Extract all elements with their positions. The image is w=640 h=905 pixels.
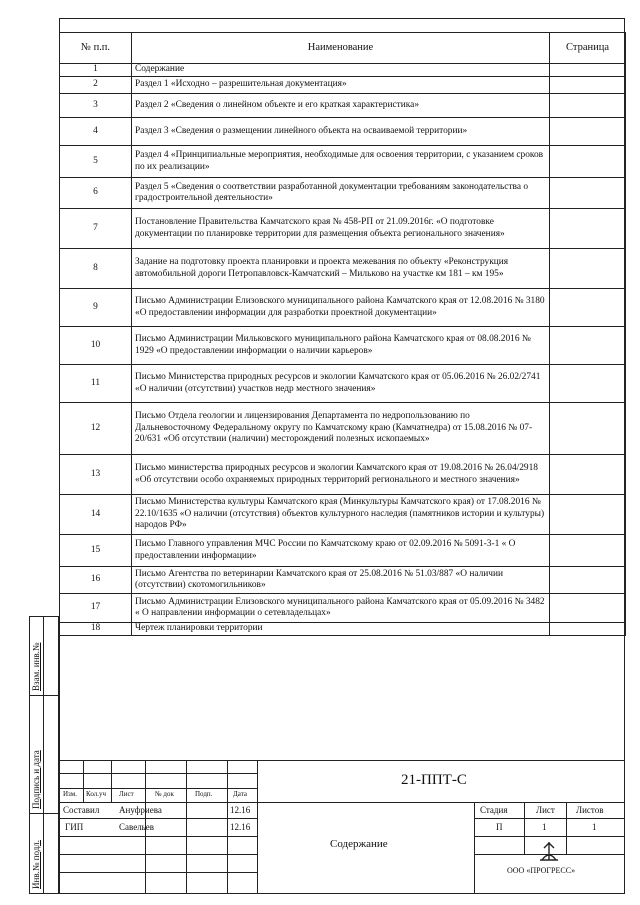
- cell-num: 9: [60, 289, 132, 327]
- row1-name: Ануфриева: [119, 805, 162, 815]
- table-row: [60, 249, 626, 289]
- cell-page: [550, 403, 626, 455]
- header-name: Наименование: [132, 33, 550, 64]
- cell-page: [550, 327, 626, 365]
- cell-num: 13: [60, 455, 132, 495]
- cell-num: 16: [60, 567, 132, 594]
- table-row: [60, 178, 626, 209]
- table-row: [60, 118, 626, 146]
- cell-name: Раздел 2 «Сведения о линейном объекте и его краткая характеристика»: [132, 94, 550, 118]
- cell-name: Раздел 4 «Принципиальные мероприятия, необходимые для освоения территории, с указанием сроков по их реализации»: [132, 146, 550, 178]
- cell-page: [550, 535, 626, 567]
- cell-name: Чертеж планировки территории: [132, 623, 550, 636]
- table-row: [60, 567, 626, 594]
- cell-num: 5: [60, 146, 132, 178]
- cell-name: Письмо министерства природных ресурсов и экологии Камчатского края от 19.08.2016 № 26.04/2918 «Об отсутствии особо охраняемых природных территорий регионального и местного значения»: [132, 455, 550, 495]
- cell-num: 11: [60, 365, 132, 403]
- row2-date: 12.16: [230, 822, 251, 832]
- cell-page: [550, 77, 626, 94]
- cell-name: Письмо Главного управления МЧС России по Камчатскому краю от 02.09.2016 № 5091-3-1 « О предоставлении информации»: [132, 535, 550, 567]
- cell-page: [550, 118, 626, 146]
- cell-num: 1: [60, 64, 132, 77]
- cell-name: Письмо Отдела геологии и лицензирования Департамента по недропользованию по Дальневосточному Федеральному округу по Камчатскому краю (Камчатнедра) от 15.08.2016 № 07-20/631 «Об отсутствии (наличии) месторождений полезных ископаемых»: [132, 403, 550, 455]
- cell-name: Раздел 1 «Исходно – разрешительная документация»: [132, 77, 550, 94]
- cell-num: 15: [60, 535, 132, 567]
- table-row: [60, 209, 626, 249]
- document-code: 21-ППТ-С: [401, 772, 467, 788]
- side-strip-podpis: [29, 696, 59, 814]
- cell-num: 4: [60, 118, 132, 146]
- col-kol: Кол.уч: [86, 790, 106, 798]
- cell-num: 3: [60, 94, 132, 118]
- sheets-header: Листов: [576, 805, 604, 815]
- cell-page: [550, 567, 626, 594]
- cell-name: Письмо Администрации Елизовского муниципального района Камчатского края от 12.08.2016 № 3180 «О предоставлении информации для разработки проектной документации»: [132, 289, 550, 327]
- cell-num: 18: [60, 623, 132, 636]
- table-row: [60, 495, 626, 535]
- sheets-value: 1: [592, 822, 597, 832]
- cell-page: [550, 178, 626, 209]
- cell-num: 6: [60, 178, 132, 209]
- cell-page: [550, 455, 626, 495]
- document-title: Содержание: [330, 838, 388, 850]
- cell-num: 7: [60, 209, 132, 249]
- header-num: № п.п.: [60, 33, 132, 64]
- cell-page: [550, 365, 626, 403]
- side-strip-inv: [29, 814, 59, 894]
- cell-page: [550, 289, 626, 327]
- company-logo-icon: [536, 840, 562, 864]
- cell-name: Постановление Правительства Камчатского края № 458-РП от 21.09.2016г. «О подготовке документации по планировке территории для размещения объекта регионального значения»: [132, 209, 550, 249]
- cell-num: 14: [60, 495, 132, 535]
- cell-name: Письмо Администрации Елизовского муниципального района Камчатского края от 05.09.2016 № 3482 « О направлении информации о сетевладельцах»: [132, 594, 550, 623]
- table-row: [60, 403, 626, 455]
- row2-role: ГИП: [65, 822, 84, 832]
- cell-num: 17: [60, 594, 132, 623]
- table-header-row: [60, 33, 626, 64]
- cell-page: [550, 623, 626, 636]
- table-row: [60, 77, 626, 94]
- table-row: [60, 623, 626, 636]
- table-row: [60, 535, 626, 567]
- stage-value: П: [496, 822, 503, 832]
- cell-page: [550, 94, 626, 118]
- side-label-podpis: Подпись и дата: [31, 750, 41, 809]
- cell-name: Письмо Агентства по ветеринарии Камчатского края от 25.08.2016 № 51.03/887 «О наличии (отсутствии) скотомогильников»: [132, 567, 550, 594]
- cell-page: [550, 64, 626, 77]
- col-podp: Подп.: [195, 790, 213, 798]
- side-label-inv: Инв.№ подл.: [31, 839, 41, 889]
- cell-name: Письмо Администрации Мильковского муниципального района Камчатского края от 08.08.2016 № 1929 «О предоставлении информации о наличии карьеров»: [132, 327, 550, 365]
- col-data: Дата: [233, 790, 247, 798]
- table-row: [60, 94, 626, 118]
- cell-page: [550, 146, 626, 178]
- stage-header: Стадия: [480, 805, 508, 815]
- col-ndok: № док: [155, 790, 174, 798]
- table-row: [60, 327, 626, 365]
- cell-num: 10: [60, 327, 132, 365]
- cell-name: Письмо Министерства природных ресурсов и экологии Камчатского края от 05.06.2016 № 26.02/2741 «О наличии (отсутствии) участков недр местного значения»: [132, 365, 550, 403]
- cell-page: [550, 209, 626, 249]
- cell-name: Раздел 3 «Сведения о размещении линейного объекта на осваиваемой территории»: [132, 118, 550, 146]
- table-row: [60, 594, 626, 623]
- table-row: [60, 64, 626, 77]
- contents-table: [59, 32, 626, 636]
- cell-page: [550, 594, 626, 623]
- side-label-vzam: Взам. инв.№: [31, 642, 41, 691]
- cell-name: Письмо Министерства культуры Камчатского края (Минкультуры Камчатского края) от 17.08.2016 № 22.10/1635 «О наличии (отсутствия) объектов культурного наследия (памятников истории и культуры) народов РФ»: [132, 495, 550, 535]
- col-izm: Изм.: [63, 790, 77, 798]
- sheet-value: 1: [542, 822, 547, 832]
- header-page: Страница: [550, 33, 626, 64]
- company-name: ООО «ПРОГРЕСС»: [507, 866, 576, 875]
- cell-page: [550, 495, 626, 535]
- sheet-header: Лист: [536, 805, 555, 815]
- table-row: [60, 146, 626, 178]
- row2-name: Савельев: [119, 822, 155, 832]
- table-row: [60, 289, 626, 327]
- side-strip-vzam: [29, 616, 59, 696]
- title-block: [59, 760, 625, 894]
- table-row: [60, 455, 626, 495]
- cell-name: Содержание: [132, 64, 550, 77]
- cell-num: 12: [60, 403, 132, 455]
- table-row: [60, 365, 626, 403]
- cell-num: 2: [60, 77, 132, 94]
- cell-num: 8: [60, 249, 132, 289]
- cell-page: [550, 249, 626, 289]
- cell-name: Раздел 5 «Сведения о соответствии разработанной документации требованиям законодательства о градостроительной деятельности»: [132, 178, 550, 209]
- row1-date: 12.16: [230, 805, 251, 815]
- col-list: Лист: [119, 790, 134, 798]
- row1-role: Составил: [63, 805, 100, 815]
- cell-name: Задание на подготовку проекта планировки и проекта межевания по объекту «Реконструкция автомобильной дороги Петропавловск-Камчатский – Мильково на участке км 181 – км 195»: [132, 249, 550, 289]
